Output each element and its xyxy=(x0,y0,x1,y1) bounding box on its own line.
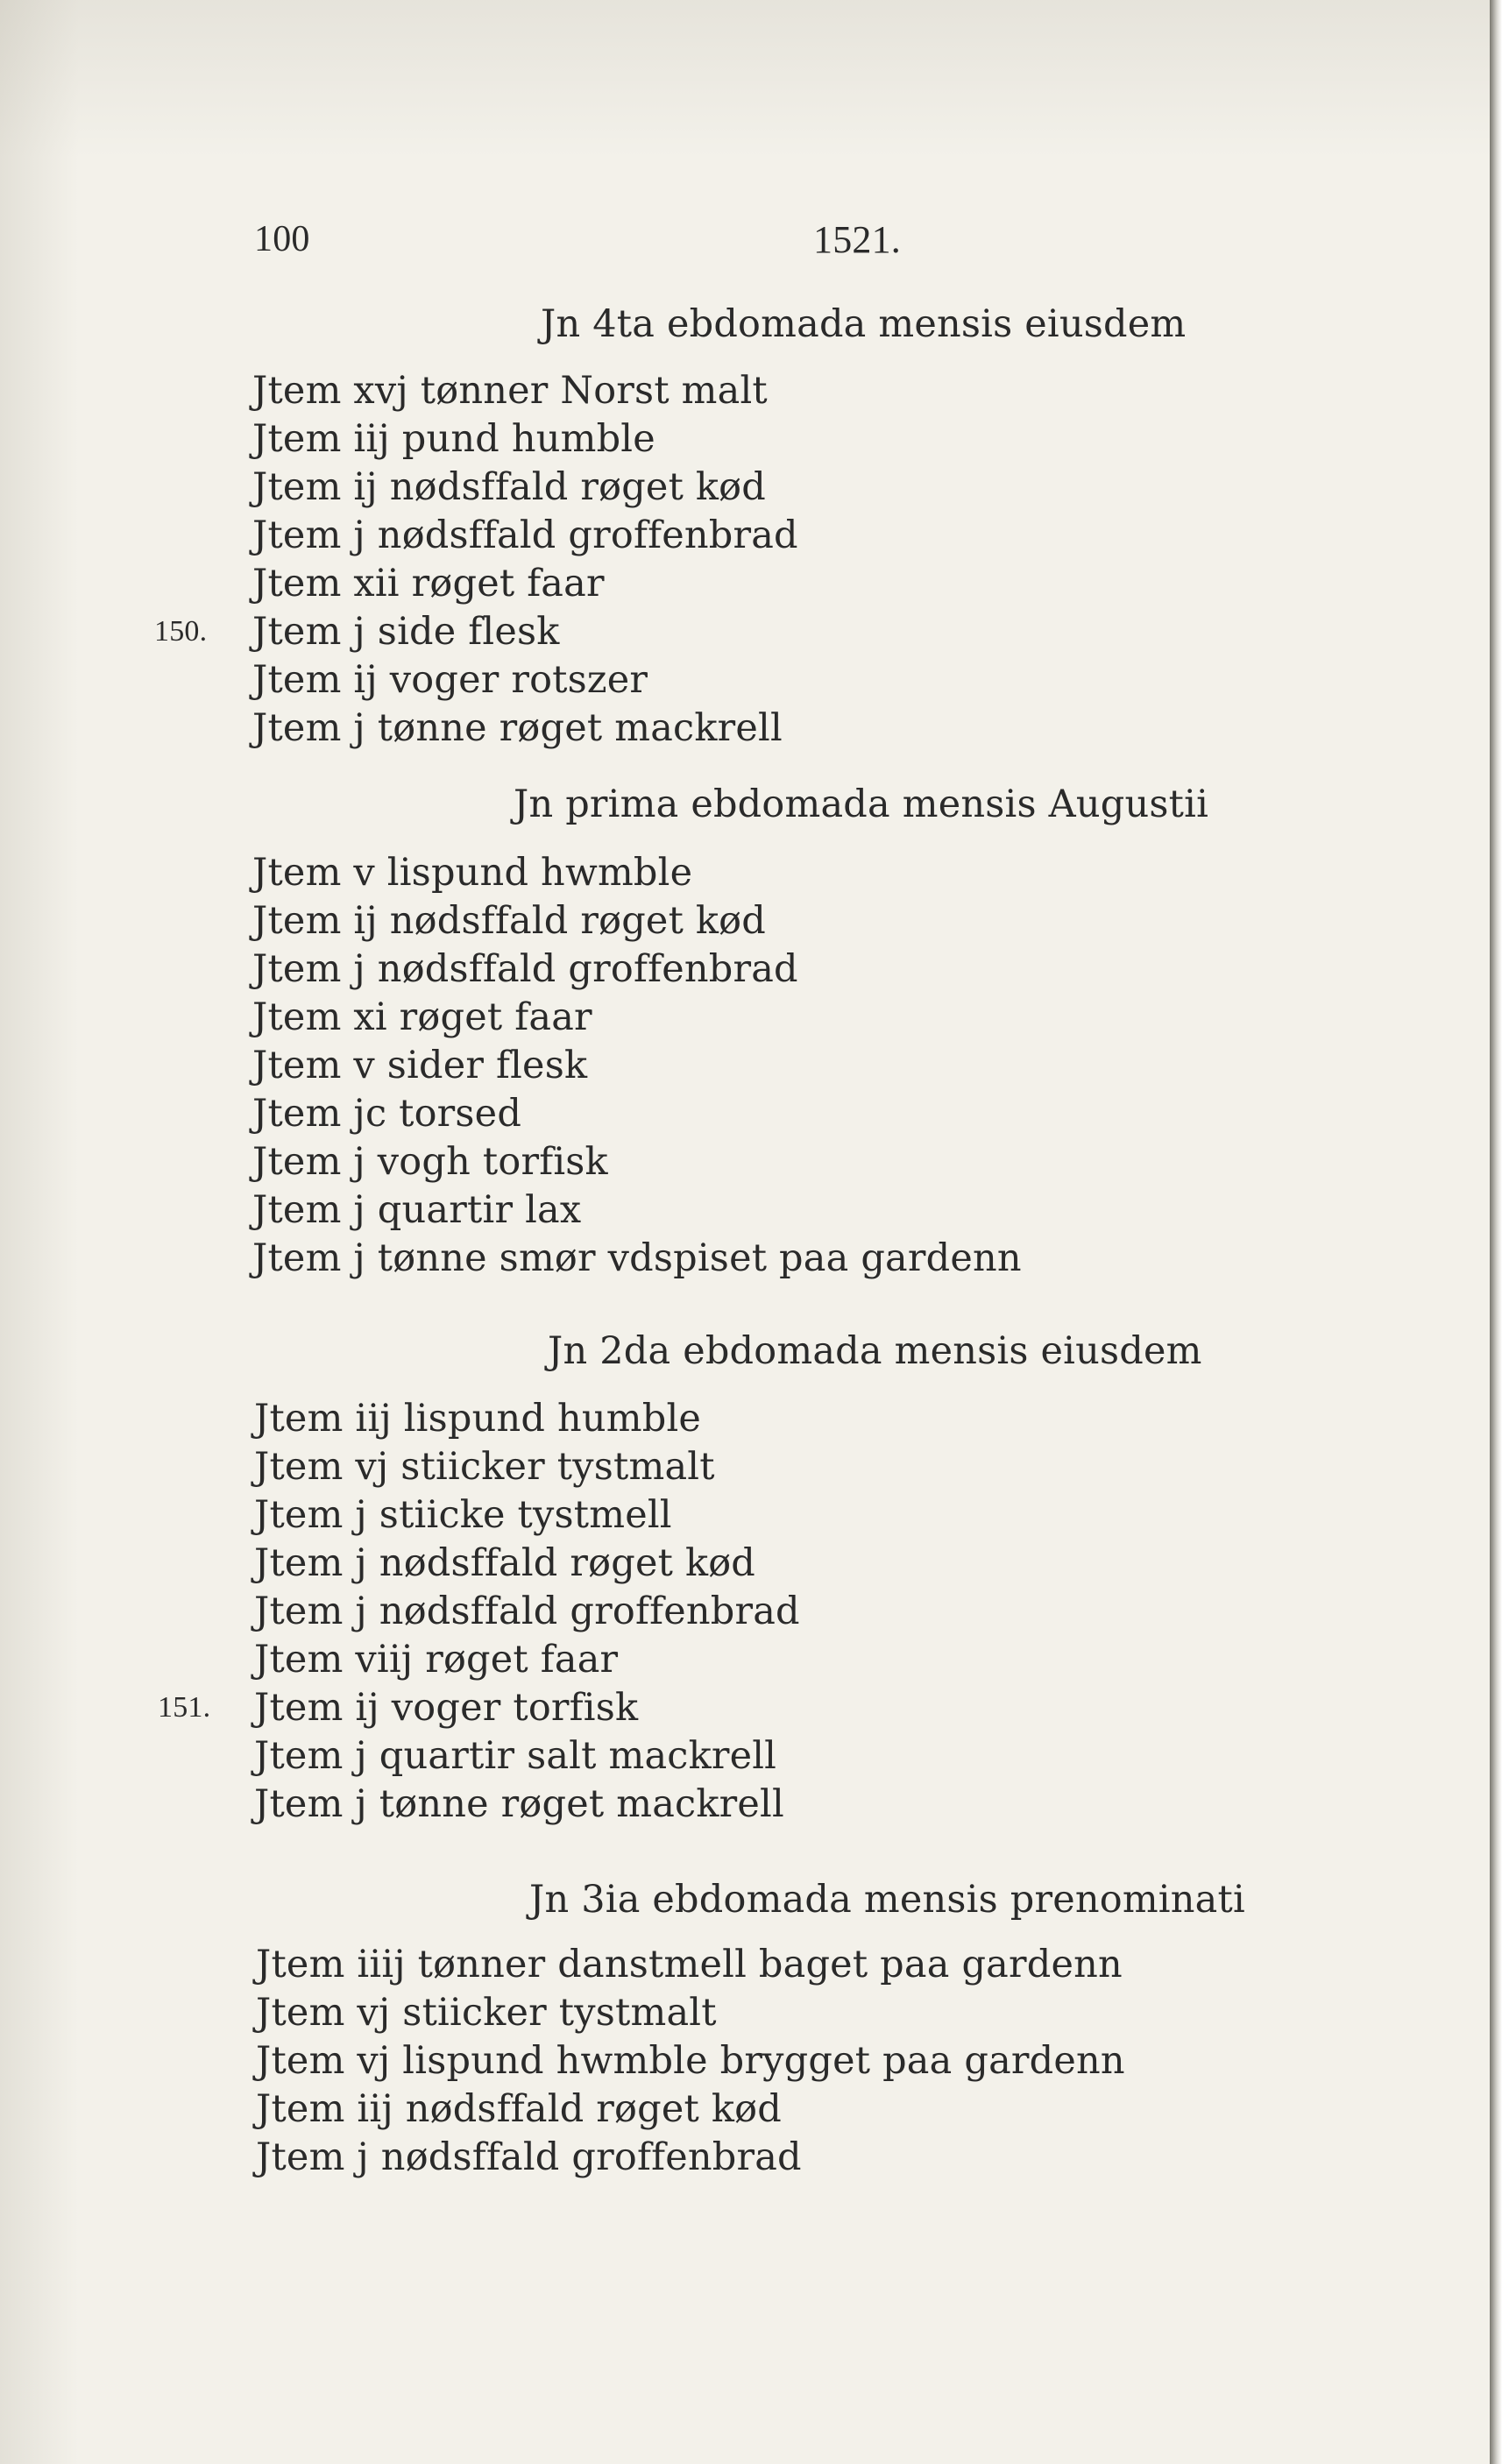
entry-line: Jtem ij voger torfisk xyxy=(254,1686,639,1730)
section-heading: Jn prima ebdomada mensis Augustii xyxy=(514,782,1209,826)
entry-line: Jtem ij voger rotszer xyxy=(252,658,648,702)
entry-line: Jtem j nødsffald groffenbrad xyxy=(252,947,798,991)
entry-line: Jtem j nødsffald groffenbrad xyxy=(254,1590,800,1633)
entry-line: Jtem j stiicke tystmell xyxy=(254,1493,672,1537)
page-edge-shadow xyxy=(1490,0,1502,2464)
section-heading: Jn 4ta ebdomada mensis eiusdem xyxy=(541,302,1187,346)
entry-line: Jtem j vogh torfisk xyxy=(252,1140,608,1184)
entry-line: Jtem j nødsffald groffenbrad xyxy=(256,2135,802,2179)
entry-line: Jtem j nødsffald groffenbrad xyxy=(252,513,798,557)
entry-line: Jtem xi røget faar xyxy=(252,995,592,1039)
entry-line: Jtem ij nødsffald røget kød xyxy=(252,465,766,509)
margin-number: 150. xyxy=(154,615,208,648)
entry-line: Jtem xvj tønner Norst malt xyxy=(252,369,768,413)
entry-line: Jtem iij lispund humble xyxy=(254,1397,702,1441)
entry-line: Jtem vj stiicker tystmalt xyxy=(254,1445,715,1489)
entry-line: Jtem jc torsed xyxy=(252,1092,522,1136)
entry-line: Jtem iij nødsffald røget kød xyxy=(256,2087,782,2131)
entry-line: Jtem iiij tønner danstmell baget paa gardenn xyxy=(256,1943,1123,1986)
entry-line: Jtem v sider flesk xyxy=(252,1044,588,1087)
entry-line: Jtem vj stiicker tystmalt xyxy=(256,1991,717,2035)
entry-line: Jtem xii røget faar xyxy=(252,562,605,605)
entry-line: Jtem vj lispund hwmble brygget paa gardenn xyxy=(256,2039,1125,2083)
entry-line: Jtem v lispund hwmble xyxy=(252,851,693,895)
entry-line: Jtem j tønne røget mackrell xyxy=(252,706,783,750)
entry-line: Jtem j quartir lax xyxy=(252,1188,582,1232)
page-year: 1521. xyxy=(813,218,901,261)
entry-line: Jtem j nødsffald røget kød xyxy=(254,1541,756,1585)
margin-number: 151. xyxy=(158,1691,211,1724)
entry-line: Jtem j side flesk xyxy=(252,610,560,654)
entry-line: Jtem j tønne røget mackrell xyxy=(254,1782,784,1826)
page-number: 100 xyxy=(254,219,310,259)
section-heading: Jn 3ia ebdomada mensis prenominati xyxy=(529,1878,1245,1922)
entry-line: Jtem ij nødsffald røget kød xyxy=(252,899,766,943)
entry-line: Jtem j tønne smør vdspiset paa gardenn xyxy=(252,1236,1022,1280)
section-heading: Jn 2da ebdomada mensis eiusdem xyxy=(548,1329,1202,1373)
entry-line: Jtem viij røget faar xyxy=(254,1638,619,1682)
entry-line: Jtem iij pund humble xyxy=(252,417,655,461)
entry-line: Jtem j quartir salt mackrell xyxy=(254,1734,777,1778)
